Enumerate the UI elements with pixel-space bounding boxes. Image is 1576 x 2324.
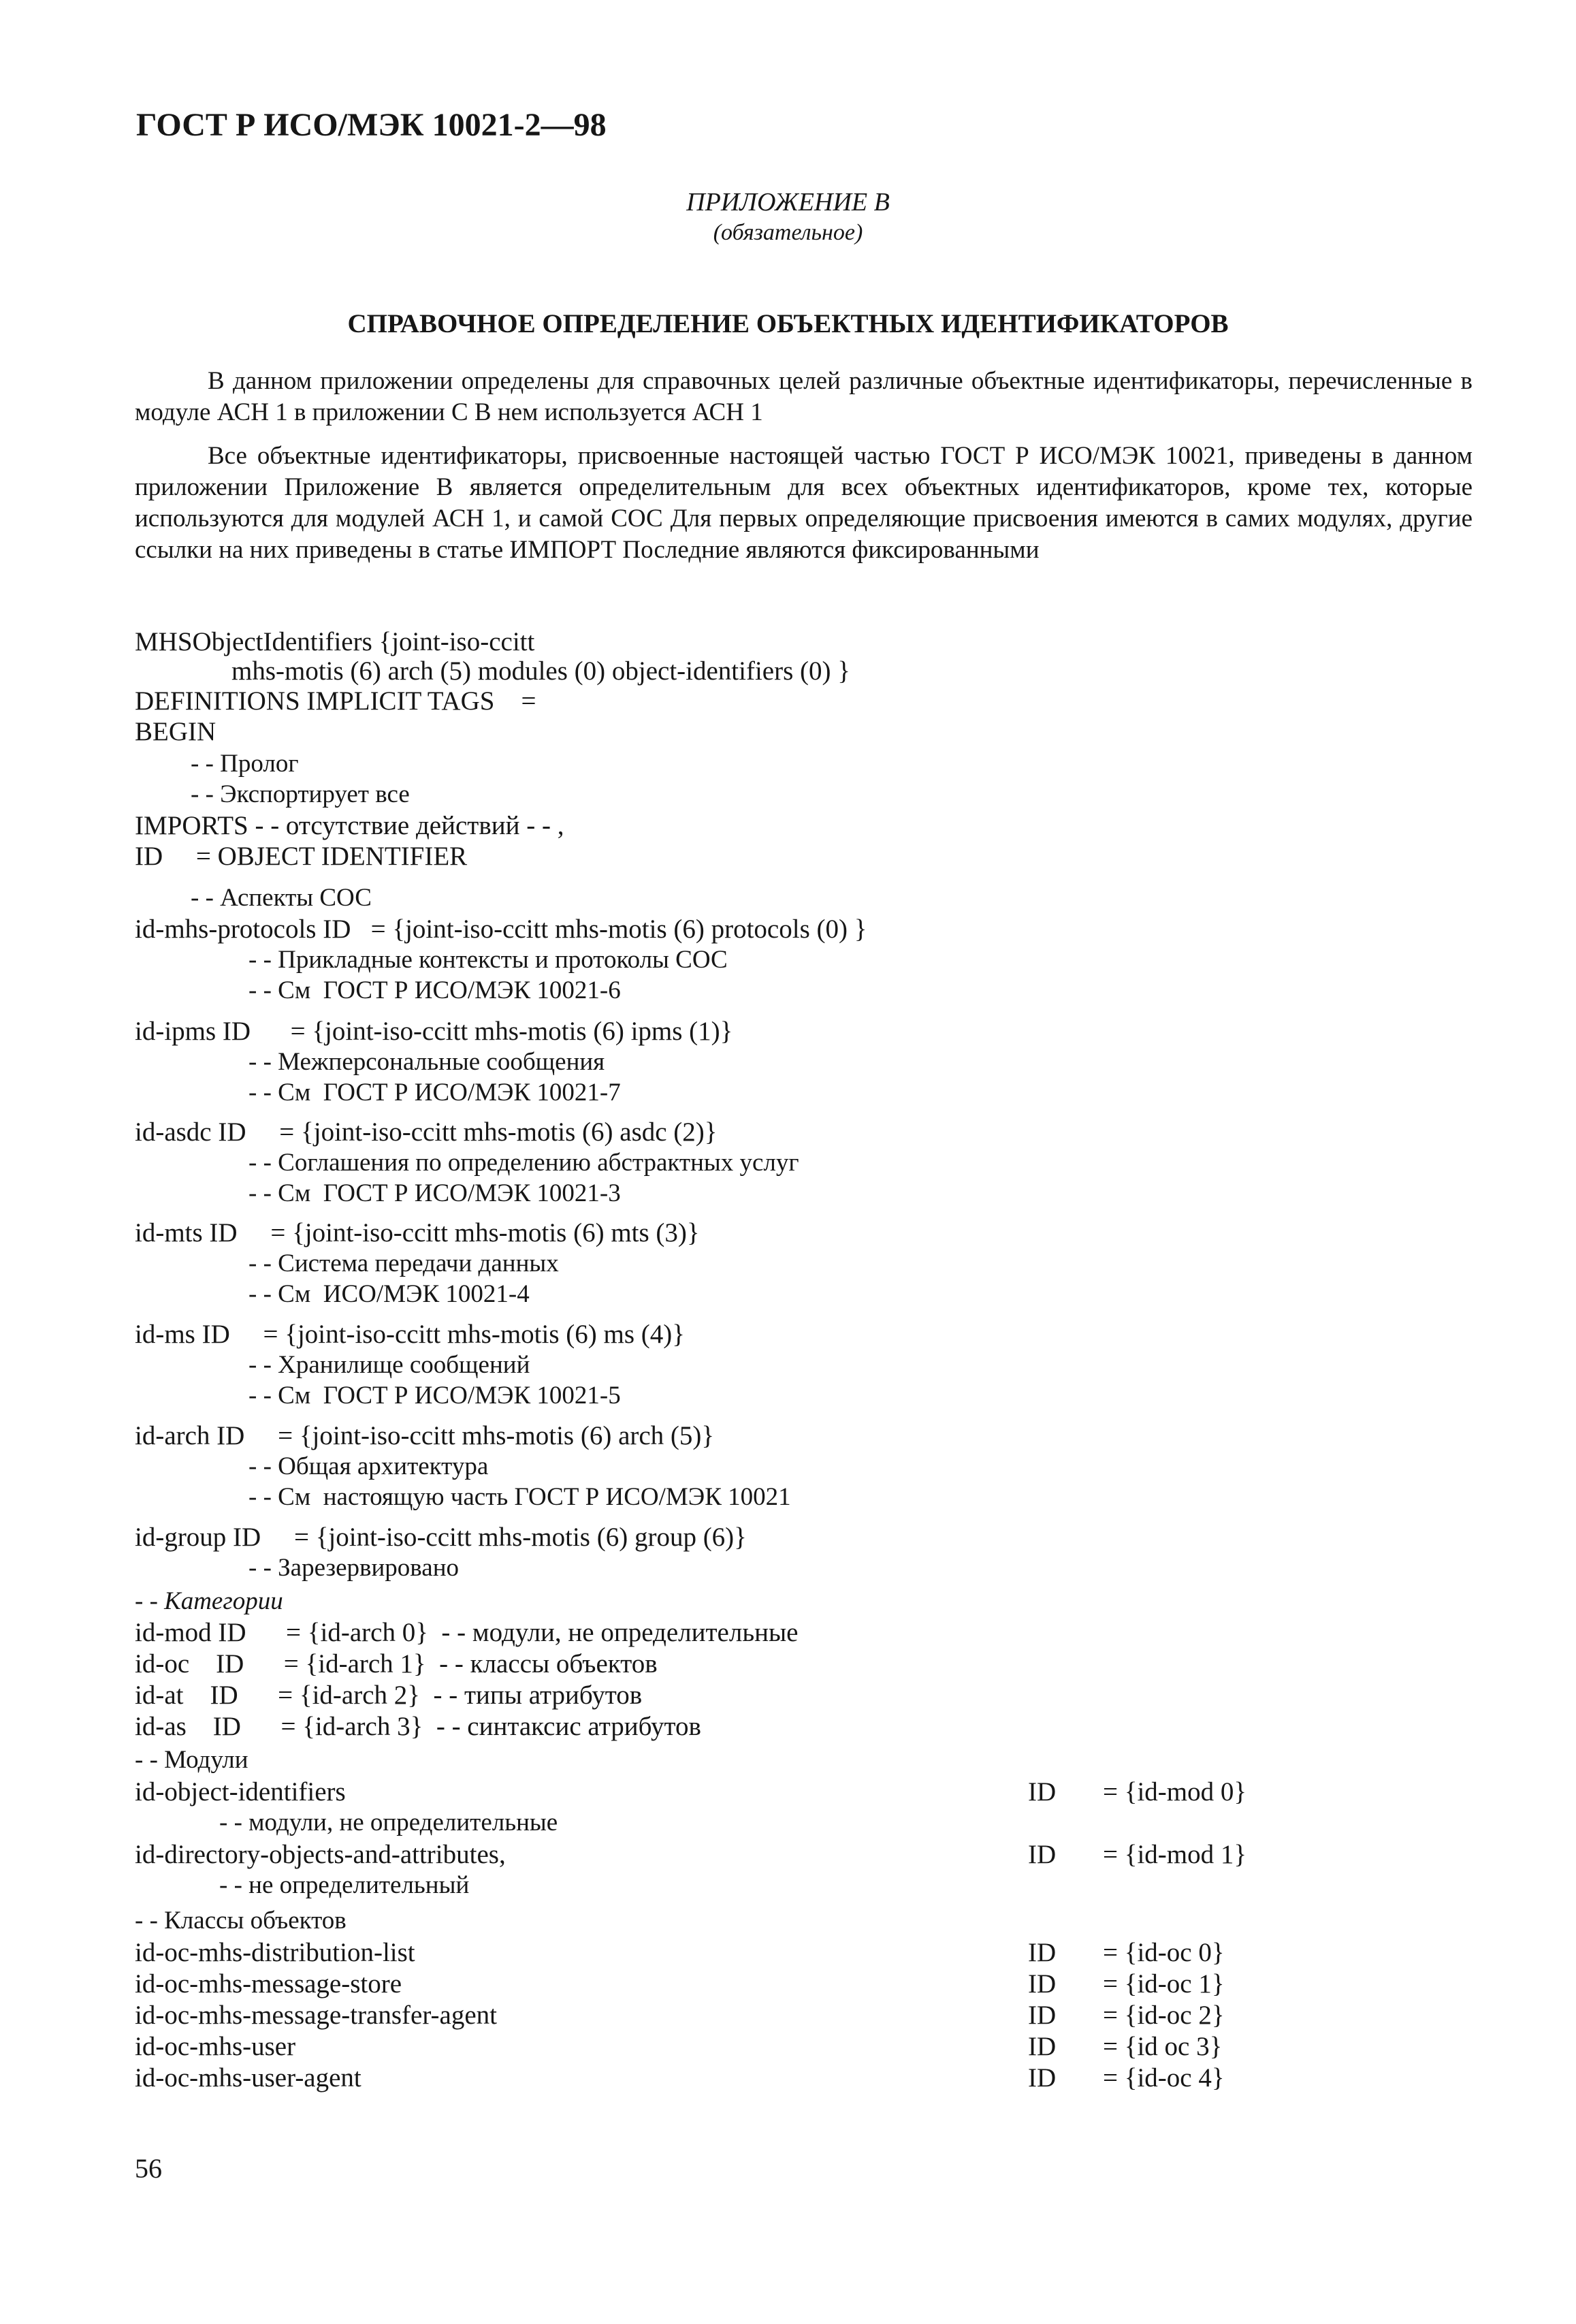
oid-reference: - - См ГОСТ Р ИСО/МЭК 10021-5 [248, 1382, 621, 1410]
oid-value: = {id-mod 1} [1103, 1840, 1247, 1869]
oid-definition: id-ipms ID = {joint-iso-ccitt mhs-motis (6) ipms (1)} [135, 1017, 733, 1046]
comment-object-classes: - - Классы объектов [135, 1907, 347, 1935]
object-class-identifier: id-oc-mhs-user-agent [135, 2063, 361, 2092]
category-definition: id-at ID = {id-arch 2} - - типы атрибутов [135, 1681, 643, 1710]
oid-comment: - - Межперсональные сообщения [248, 1048, 605, 1076]
oid-reference: - - См ГОСТ Р ИСО/МЭК 10021-7 [248, 1079, 621, 1107]
oid-reference: - - См настоящую часть ГОСТ Р ИСО/МЭК 10021 [248, 1483, 791, 1511]
module-identifier: id-object-identifiers [135, 1777, 346, 1806]
oid-definition: id-mhs-protocols ID = {joint-iso-ccitt mhs-motis (6) protocols (0) } [135, 914, 867, 944]
object-class-identifier: id-oc-mhs-user [135, 2032, 296, 2061]
module-oid-line: mhs-motis (6) arch (5) modules (0) object-identifiers (0) } [231, 656, 850, 686]
oid-definition: id-asdc ID = {joint-iso-ccitt mhs-motis (6) asdc (2)} [135, 1117, 718, 1147]
id-type-line: ID = OBJECT IDENTIFIER [135, 842, 468, 871]
oid-reference: - - См ИСО/МЭК 10021-4 [248, 1280, 530, 1308]
id-keyword: ID [1028, 1969, 1057, 1999]
id-keyword: ID [1028, 1840, 1057, 1869]
oid-comment: - - Зарезервировано [248, 1554, 459, 1582]
oid-comment: - - Прикладные контексты и протоколы СОС [248, 946, 728, 974]
category-definition: id-mod ID = {id-arch 0} - - модули, не определительные [135, 1618, 799, 1647]
comment-prologue: - - Пролог [191, 750, 299, 778]
oid-definition: id-ms ID = {joint-iso-ccitt mhs-motis (6) ms (4)} [135, 1320, 685, 1349]
oid-value: = {id-mod 0} [1103, 1777, 1247, 1806]
oid-definition: id-arch ID = {joint-iso-ccitt mhs-motis (6) arch (5)} [135, 1421, 715, 1450]
id-keyword: ID [1028, 2001, 1057, 2030]
oid-value: = {id oc 3} [1103, 2032, 1223, 2061]
id-keyword: ID [1028, 2063, 1057, 2092]
imports-line: IMPORTS - - отсутствие действий - - , [135, 811, 564, 840]
oid-comment: - - Соглашения по определению абстрактных услуг [248, 1149, 799, 1177]
page-number: 56 [135, 2153, 162, 2184]
object-class-identifier: id-oc-mhs-message-transfer-agent [135, 2001, 497, 2030]
oid-value: = {id-oc 2} [1103, 2001, 1225, 2030]
category-definition: id-oc ID = {id-arch 1} - - классы объектов [135, 1649, 658, 1678]
object-class-identifier: id-oc-mhs-distribution-list [135, 1938, 415, 1967]
oid-reference: - - См ГОСТ Р ИСО/МЭК 10021-6 [248, 976, 621, 1004]
oid-comment: - - Система передачи данных [248, 1249, 559, 1277]
document-header: ГОСТ Р ИСО/МЭК 10021-2—98 [136, 107, 607, 143]
intro-paragraph: В данном приложении определены для справочных целей различные объектные идентификаторы, перечисленные в модуле АСН 1 в приложении С В нем используется АСН 1 [135, 367, 1473, 426]
object-class-identifier: id-oc-mhs-message-store [135, 1969, 402, 1999]
comment-categories: - - Категории [135, 1587, 283, 1615]
begin-line: BEGIN [135, 717, 216, 746]
comment-modules: - - Модули [135, 1746, 248, 1774]
oid-value: = {id-oc 4} [1103, 2063, 1225, 2092]
body-paragraph: Все объектные идентификаторы, присвоенные настоящей частью ГОСТ Р ИСО/МЭК 10021, приведены в данном приложении Приложение В является определительным для всех объектных идентификаторов, кроме тех, которые используются для модулей АСН 1, и самой СОС Для первых определяющие присвоения имеются в самих модулях, другие ссылки на них приведены в статье ИМПОРТ Последние являются фиксированными [135, 442, 1473, 564]
oid-definition: id-group ID = {joint-iso-ccitt mhs-motis (6) group (6)} [135, 1523, 747, 1552]
module-comment: - - модули, не определительные [219, 1809, 558, 1836]
oid-value: = {id-oc 1} [1103, 1969, 1225, 1999]
comment-mhs-aspects: - - Аспекты СОС [191, 884, 372, 912]
definitions-line: DEFINITIONS IMPLICIT TAGS = [135, 686, 536, 716]
oid-comment: - - Хранилище сообщений [248, 1351, 530, 1379]
oid-comment: - - Общая архитектура [248, 1452, 489, 1480]
id-keyword: ID [1028, 1938, 1057, 1967]
oid-reference: - - См ГОСТ Р ИСО/МЭК 10021-3 [248, 1179, 621, 1207]
module-header-line: MHSObjectIdentifiers {joint-iso-ccitt [135, 627, 535, 656]
category-definition: id-as ID = {id-arch 3} - - синтаксис атрибутов [135, 1712, 701, 1741]
oid-value: = {id-oc 0} [1103, 1938, 1225, 1967]
id-keyword: ID [1028, 2032, 1057, 2061]
module-identifier: id-directory-objects-and-attributes, [135, 1840, 506, 1869]
appendix-title: ПРИЛОЖЕНИЕ В [686, 188, 890, 217]
oid-definition: id-mts ID = {joint-iso-ccitt mhs-motis (6) mts (3)} [135, 1218, 700, 1247]
appendix-subtitle: (обязательное) [713, 220, 863, 245]
comment-exports: - - Экспортирует все [191, 780, 410, 808]
module-comment: - - не определительный [219, 1871, 470, 1899]
id-keyword: ID [1028, 1777, 1057, 1806]
section-heading: СПРАВОЧНОЕ ОПРЕДЕЛЕНИЕ ОБЪЕКТНЫХ ИДЕНТИФИКАТОРОВ [347, 309, 1229, 338]
